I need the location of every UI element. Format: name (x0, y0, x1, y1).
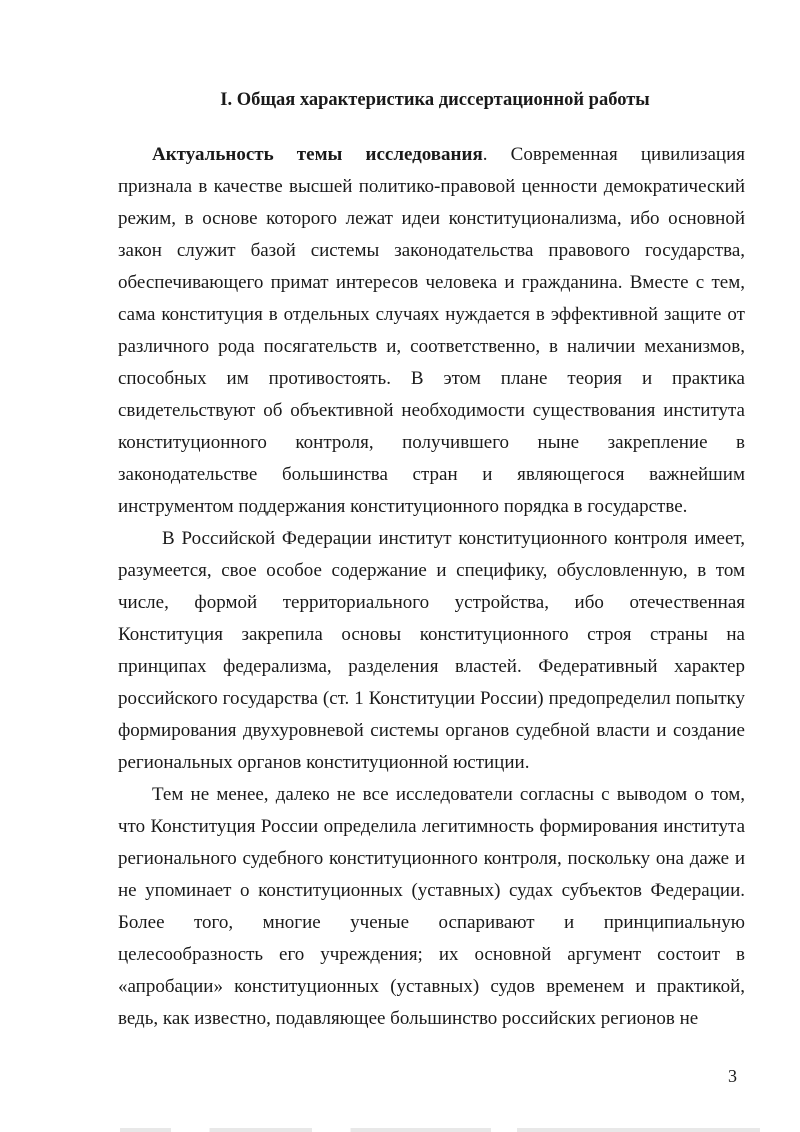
section-heading: I. Общая характеристика диссертационной работы (220, 90, 650, 111)
page-number: 3 (728, 1066, 737, 1086)
paragraph-russian-federation: В Российской Федерации институт конституционного контроля имеет, разумеется, свое особое содержание и специфику, обусловленную, в том числе, формой территориального устройства, ибо отечественная Конституция закрепила основы конституционного строя страны на принципах федерализма, разделения властей. Федеративный характер российского государства (ст. 1 Конституции России) предопределил попытку формирования двухуровневой системы органов судебной власти и создание региональных органов конституционной юстиции. (118, 528, 745, 773)
relevance-text: . Современная цивилизация признала в качестве высшей политико-правовой ценности демократический режим, в основе которого лежат идеи конституционализма, ибо основной закон служит базой системы законодательства правового государства, обеспечивающего примат интересов человека и гражданина. Вместе с тем, сама конституция в отдельных случаях нуждается в эффективной защите от различного рода посягательств и, соответственно, в наличии механизмов, способных им противостоять. В этом плане теория и практика свидетельствуют об объективной необходимости существования института конституционного контроля, получившего ныне закрепление в законодательстве большинства стран и являющегося важнейшим инструментом поддержания конституционного порядка в государстве. (118, 144, 745, 517)
next-page-edge (120, 1128, 760, 1132)
paragraph-relevance (118, 139, 745, 523)
paragraph-debate: Тем не менее, далеко не все исследователи согласны с выводом о том, что Конституция России определила легитимность формирования института регионального судебного конституционного контроля, поскольку она даже и не упоминает о конституционных (уставных) судах субъектов Федерации. Более того, многие ученые оспаривают и принципиальную целесообразность его учреждения; их основной аргумент состоит в «апробации» конституционных (уставных) судов временем и практикой, ведь, как известно, подавляющее большинство российских регионов не (118, 784, 745, 1029)
body-text (118, 139, 745, 1035)
relevance-lead-in: Актуальность темы исследования (152, 144, 483, 165)
